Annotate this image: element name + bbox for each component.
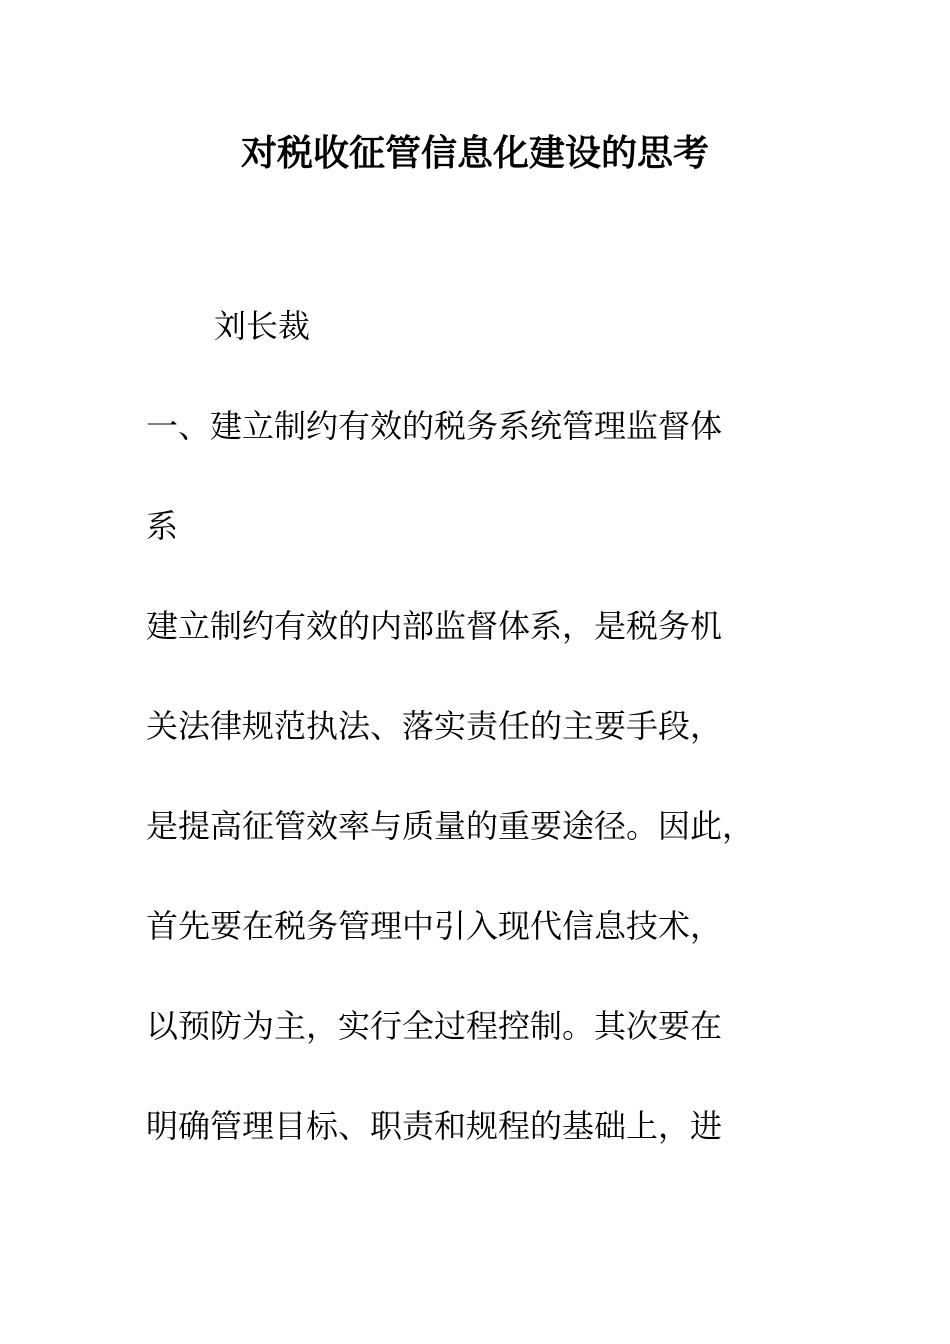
document-title: 对税收征管信息化建设的思考 xyxy=(240,132,709,174)
author-name: 刘长裁 xyxy=(214,307,311,345)
section-heading-line: 系 xyxy=(146,507,179,545)
body-text-line: 关法律规范执法、落实责任的主要手段， xyxy=(146,707,723,745)
body-text-line: 明确管理目标、职责和规程的基础上，进 xyxy=(146,1107,723,1145)
body-text-line: 是提高征管效率与质量的重要途径。因此， xyxy=(146,807,755,845)
body-text-line: 首先要在税务管理中引入现代信息技术， xyxy=(146,907,723,945)
section-heading-line: 一、建立制约有效的税务系统管理监督体 xyxy=(146,407,723,445)
body-text-line: 建立制约有效的内部监督体系，是税务机 xyxy=(146,607,723,645)
body-text-line: 以预防为主，实行全过程控制。其次要在 xyxy=(146,1007,723,1045)
